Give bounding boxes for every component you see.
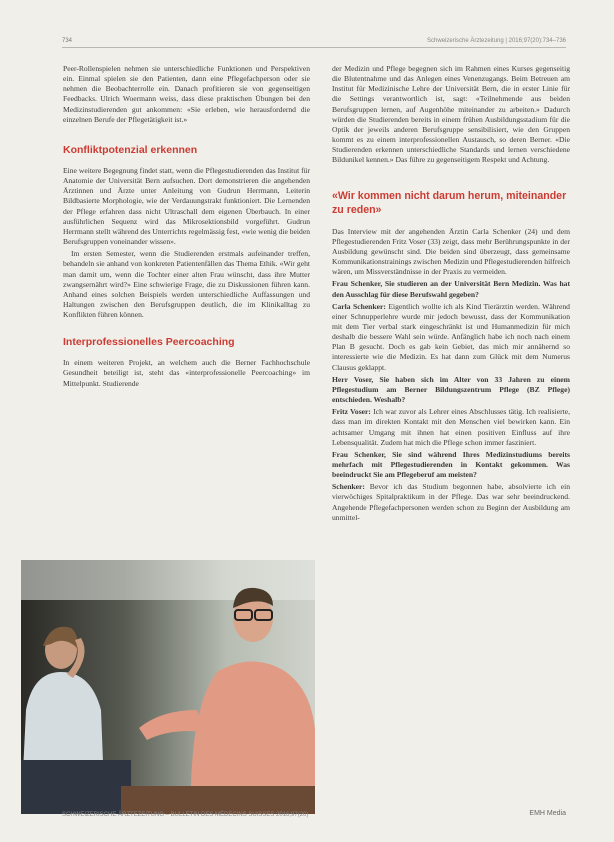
answer-text: Eigentlich wollte ich als Kind Tierärztin werden. Während einer Schnupperlehre wurde mir jedoch bewusst, dass der Kommunikation mit dem Tier verbal stark eingeschränkt ist und Humanmedizin für mich deshalb die bessere Wahl sein würde. Anfänglich habe ich noch nach einem Plan B gesucht. Doch es gab kein Gebiet, das mich mir annähernd so interessierte wie die Medizin. Es hat dann zum Glück mit dem Numerus Clausus geklappt. [332, 301, 570, 372]
intro-paragraph: Peer-Rollenspielen nehmen sie unterschiedliche Funktionen und Perspektiven ein. Einmal spielen sie den Patienten, dann eine Pflegefachperson oder sie nehmen die Beobachterrolle ein. Danach profitieren sie von gegenseitigen Feedbacks. Ulrich Woermann weiss, dass diese praktischen Übungen bei den Medizinstudierenden gut ankommen: «Sie erleben, wie herausfordernd die einzelnen Berufe der Pflegetätigkeit ist.» [63, 64, 310, 124]
journal-header: Schweizerische Ärztezeitung | 2016;97(20):734–736 [427, 38, 566, 44]
interview-intro: Das Interview mit der angehenden Ärztin Carla Schenker (24) und dem Pflegestudierenden Fritz Voser (33) zeigt, dass mehr Berührungspunkte in der Ausbildung gewünscht sind. Die beiden sind überzeugt, dass gemeinsame Kommunikationstrainings zwischen Medizin und Pflegestudierenden hilfreich wären, um Missverständnisse in der Praxis zu vermeiden. [332, 226, 570, 277]
header-rule [62, 47, 566, 48]
body-paragraph: Im ersten Semester, wenn die Studierenden erstmals aufeinander treffen, behandeln sie anhand von konkreten Patientenfällen das Thema Ethik. «Wir geht man damit um, wenn die Tochter einer alten Frau wünscht, dass ihre Mutter zwangsernährt wird?» Eine schwierige Frage, die zu Diskussionen führen kann. Anhand eines solchen Beispiels werden unterschiedliche Auffassungen und Haltungen zwischen den Berufsgruppen deutlich, die im Klinikalltag zu Konflikten führen können. [63, 249, 310, 320]
answer-speaker: Fritz Voser: [332, 407, 371, 417]
journal-footer: SCHWEIZERISCHE ÄRZTEZEITUNG – BULLETIN DES MÉDECINS SUISSES 2016;97(20) [62, 812, 309, 818]
interview-question: Herr Voser, Sie haben sich im Alter von 33 Jahren zu einem Pflegestudium am Berner Bildungszentrum Pflege (BZ Pflege) entschieden. Weshalb? [332, 374, 570, 405]
article-photo [21, 560, 315, 814]
left-column [63, 64, 310, 391]
answer-speaker: Schenker: [332, 482, 365, 492]
section-heading: Konfliktpotenzial erkennen [63, 143, 198, 156]
interview-question: Frau Schenker, Sie studieren an der Universität Bern Medizin. Was hat den Ausschlag für diese Berufswahl gegeben? [332, 279, 570, 299]
answer-text: Bevor ich das Studium begonnen habe, absolvierte ich ein vierwöchiges Spitalpraktikum in der Pflege. Das war sehr beeindruckend. Angehende Pflegefachpersonen werden schon zu Beginn der Ausbildung am unmittel- [332, 482, 570, 522]
section-heading: Interprofessionelles Peercoaching [63, 336, 235, 349]
photo-illustration [21, 560, 315, 814]
interview-question: Frau Schenker, Sie sind während Ihres Medizinstudiums bereits mehrfach mit Pflegestudierenden in Kontakt gekommen. Was beeindruckt Sie am Pflegeberuf am meisten? [332, 449, 570, 480]
page-number: 734 [62, 38, 73, 44]
publisher-logo: EMH Media [529, 810, 566, 817]
body-paragraph: In einem weiteren Projekt, an welchem auch die Berner Fachhochschule Gesundheit beteiligt ist, steht das «interprofessionelle Peercoaching» im Mittelpunkt. Studierende [63, 358, 310, 388]
right-column [332, 64, 570, 525]
interview-answer [332, 302, 570, 373]
interview-answer [332, 407, 570, 448]
answer-text: Ich war zuvor als Lehrer eines Abschlusses tätig. Ich realisierte, dass man im direkten Kontakt mit den Menschen viel bewirken kann. Ein achtsamer Umgang mit ihnen hat einen positiven Einfluss auf ihre Lebensqualität. Zudem hat mich die Pflege schon immer fasziniert. [332, 407, 571, 447]
body-paragraph: der Medizin und Pflege begegnen sich im Rahmen eines Kurses gegenseitig die Blutentnahme und das Anlegen eines Venenzugangs. Beim Betreuen am Institut für Medizinische Lehre der Universität Bern, die in erster Linie für die Settings verantwortlich ist, sagt: «Teilnehmende aus beiden Berufsgruppen lernen, auf Augenhöhe miteinander zu arbeiten.» Dadurch würden die Studierenden bereits in einem frühen Ausbildungsstadium für die Optik der jeweils anderen Berufsgruppe sensibilisiert, wie den Gruppen kommt es zu einem interprofessionellen Austausch, so deren Berner. «Die Studierenden erkennen unterschiedliche Standards und lernen verschiedene Bildunikel kennen.» Das führe zu gegenseitigem Respekt und Achtung. [332, 64, 570, 165]
body-paragraph: Eine weitere Begegnung findet statt, wenn die Pflegestudierenden das Institut für Anatomie der Universität Bern aufsuchen. Dort demonstrieren die angehenden Ärztinnen und Ärzte unter Anleitung von Gudrun Herrmann, Leiterin Bildbasierte Morphologie, wie der Verdauungstrakt funktioniert. Die Lernenden der Pflege erfahren dass nicht Ultraschall dem eigenen Überbauch. In einer ausführlichen Sequenz wird das Mikrosektionsbild vorgeführt. Gudrun Herrmann stellt während des Unterrichts regelmässig fest, «wie wenig die beiden Berufsgruppen voneinander wissen». [63, 165, 310, 247]
pull-quote: «Wir kommen nicht darum herum, miteinander zu reden» [332, 189, 567, 216]
answer-speaker: Carla Schenker: [332, 301, 386, 311]
interview-answer [332, 482, 570, 523]
